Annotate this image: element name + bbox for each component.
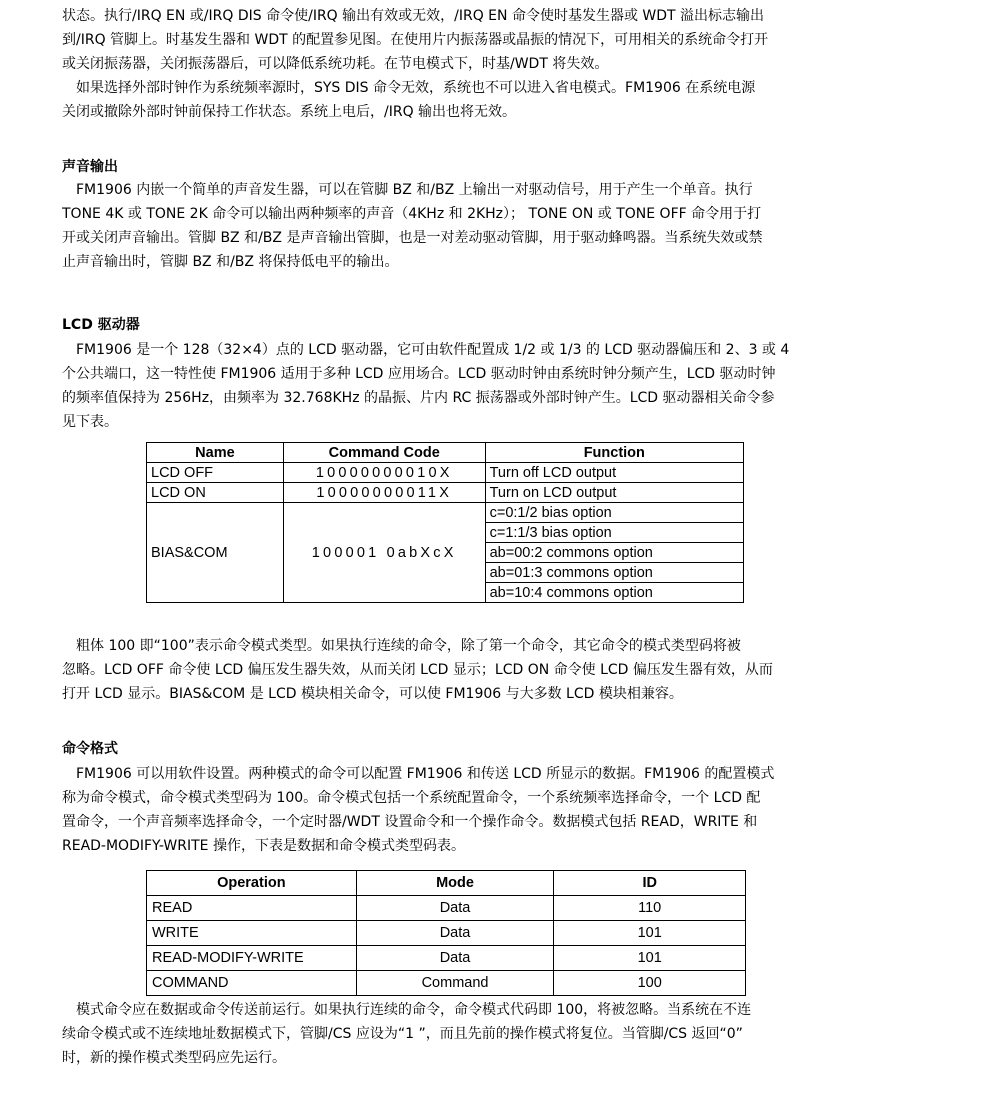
cell-mode: Data — [356, 921, 554, 946]
cell-function: ab=10:4 commons option — [485, 583, 743, 603]
column-header-id: ID — [554, 871, 746, 896]
text-line: 打开 LCD 显示。BIAS&COM 是 LCD 模块相关命令，可以使 FM1906 与大多数 LCD 模块相兼容。 — [62, 686, 683, 702]
cell-code: 10000000010X — [283, 463, 485, 483]
text-line: READ-MODIFY-WRITE 操作，下表是数据和命令模式类型码表。 — [62, 838, 465, 854]
text-line: 或关闭振荡器，关闭振荡器后，可以降低系统功耗。在节电模式下，时基/WDT 将失效。 — [62, 56, 609, 72]
column-header-command-code: Command Code — [283, 443, 485, 463]
text-line: 时，新的操作模式类型码应先运行。 — [62, 1050, 286, 1066]
cell-function: ab=01:3 commons option — [485, 563, 743, 583]
column-header-name: Name — [147, 443, 284, 463]
text-line: 个公共端口，这一特性使 FM1906 适用于多种 LCD 应用场合。LCD 驱动时钟由系统时钟分频产生，LCD 驱动时钟 — [62, 366, 776, 382]
format-after-paragraph — [62, 998, 932, 1070]
cell-operation: COMMAND — [147, 971, 357, 996]
table-row — [147, 946, 746, 971]
text-line: 到/IRQ 管脚上。时基发生器和 WDT 的配置参见图。在使用片内振荡器或晶振的情况下，可用相关的系统命令打开 — [62, 32, 769, 48]
cell-name: BIAS&COM — [147, 503, 284, 603]
cell-id: 110 — [554, 896, 746, 921]
table-header-row — [147, 443, 744, 463]
text-line: 如果选择外部时钟作为系统频率源时，SYS DIS 命令无效，系统也不可以进入省电模式。FM1906 在系统电源 — [62, 80, 756, 96]
text-line: 忽略。LCD OFF 命令使 LCD 偏压发生器失效，从而关闭 LCD 显示；LCD ON 命令使 LCD 偏压发生器有效，从而 — [62, 662, 773, 678]
text-line: 的频率值保持为 256Hz，由频率为 32.768KHz 的晶振、片内 RC 振荡器或外部时钟产生。LCD 驱动器相关命令参 — [62, 390, 775, 406]
text-line: 置命令，一个声音频率选择命令，一个定时器/WDT 设置命令和一个操作命令。数据模式包括 READ，WRITE 和 — [62, 814, 758, 830]
cell-mode: Data — [356, 946, 554, 971]
cell-id: 101 — [554, 946, 746, 971]
cell-operation: READ — [147, 896, 357, 921]
mode-type-table — [146, 870, 746, 996]
text-line: 止声音输出时，管脚 BZ 和/BZ 将保持低电平的输出。 — [62, 254, 399, 270]
table-row — [147, 463, 744, 483]
text-line: FM1906 内嵌一个简单的声音发生器，可以在管脚 BZ 和/BZ 上输出一对驱动信号，用于产生一个单音。执行 — [62, 182, 753, 198]
cell-function: c=1:1/3 bias option — [485, 523, 743, 543]
cell-name: LCD ON — [147, 483, 284, 503]
section-heading-lcd: LCD 驱动器 — [62, 317, 140, 333]
cell-code: 10000000011X — [283, 483, 485, 503]
cell-mode: Command — [356, 971, 554, 996]
table-header-row — [147, 871, 746, 896]
cell-code: 100001 0abXcX — [283, 503, 485, 603]
column-header-operation: Operation — [147, 871, 357, 896]
cell-function: Turn off LCD output — [485, 463, 743, 483]
table-row — [147, 921, 746, 946]
sound-paragraph — [62, 178, 932, 274]
table-row — [147, 503, 744, 523]
cell-mode: Data — [356, 896, 554, 921]
lcd-after-paragraph — [62, 634, 932, 706]
text-line: 模式命令应在数据或命令传送前运行。如果执行连续的命令，命令模式代码即 100，将被忽略。当系统在不连 — [62, 1002, 752, 1018]
column-header-function: Function — [485, 443, 743, 463]
section-heading-sound: 声音输出 — [62, 159, 118, 175]
cell-function: ab=00:2 commons option — [485, 543, 743, 563]
cell-name: LCD OFF — [147, 463, 284, 483]
table-row — [147, 971, 746, 996]
cell-id: 100 — [554, 971, 746, 996]
table-row — [147, 896, 746, 921]
section-heading-command-format: 命令格式 — [62, 741, 118, 757]
text-line: FM1906 可以用软件设置。两种模式的命令可以配置 FM1906 和传送 LCD 所显示的数据。FM1906 的配置模式 — [62, 766, 775, 782]
lcd-command-table — [146, 442, 744, 603]
text-line: 续命令模式或不连续地址数据模式下，管脚/CS 应设为“1 ”，而且先前的操作模式将复位。当管脚/CS 返回“0” — [62, 1026, 743, 1042]
cell-function: Turn on LCD output — [485, 483, 743, 503]
text-line: TONE 4K 或 TONE 2K 命令可以输出两种频率的声音（4KHz 和 2KHz）； TONE ON 或 TONE OFF 命令用于打 — [62, 206, 762, 222]
text-line: 粗体 100 即“100”表示命令模式类型。如果执行连续的命令，除了第一个命令，其它命令的模式类型码将被 — [62, 638, 741, 654]
text-line: 关闭或撤除外部时钟前保持工作状态。系统上电后，/IRQ 输出也将无效。 — [62, 104, 517, 120]
text-line: 称为命令模式，命令模式类型码为 100。命令模式包括一个系统配置命令，一个系统频率选择命令，一个 LCD 配 — [62, 790, 761, 806]
text-line: 见下表。 — [62, 414, 118, 430]
cell-operation: READ-MODIFY-WRITE — [147, 946, 357, 971]
cell-id: 101 — [554, 921, 746, 946]
format-paragraph — [62, 762, 932, 858]
column-header-mode: Mode — [356, 871, 554, 896]
intro-paragraph — [62, 4, 932, 124]
cell-function: c=0:1/2 bias option — [485, 503, 743, 523]
text-line: 开或关闭声音输出。管脚 BZ 和/BZ 是声音输出管脚，也是一对差动驱动管脚，用于驱动蜂鸣器。当系统失效或禁 — [62, 230, 763, 246]
lcd-paragraph — [62, 338, 932, 434]
cell-operation: WRITE — [147, 921, 357, 946]
text-line: 状态。执行/IRQ EN 或/IRQ DIS 命令使/IRQ 输出有效或无效，/IRQ EN 命令使时基发生器或 WDT 溢出标志输出 — [62, 8, 765, 24]
table-row — [147, 483, 744, 503]
text-line: FM1906 是一个 128（32×4）点的 LCD 驱动器，它可由软件配置成 1/2 或 1/3 的 LCD 驱动器偏压和 2、3 或 4 — [62, 342, 790, 358]
